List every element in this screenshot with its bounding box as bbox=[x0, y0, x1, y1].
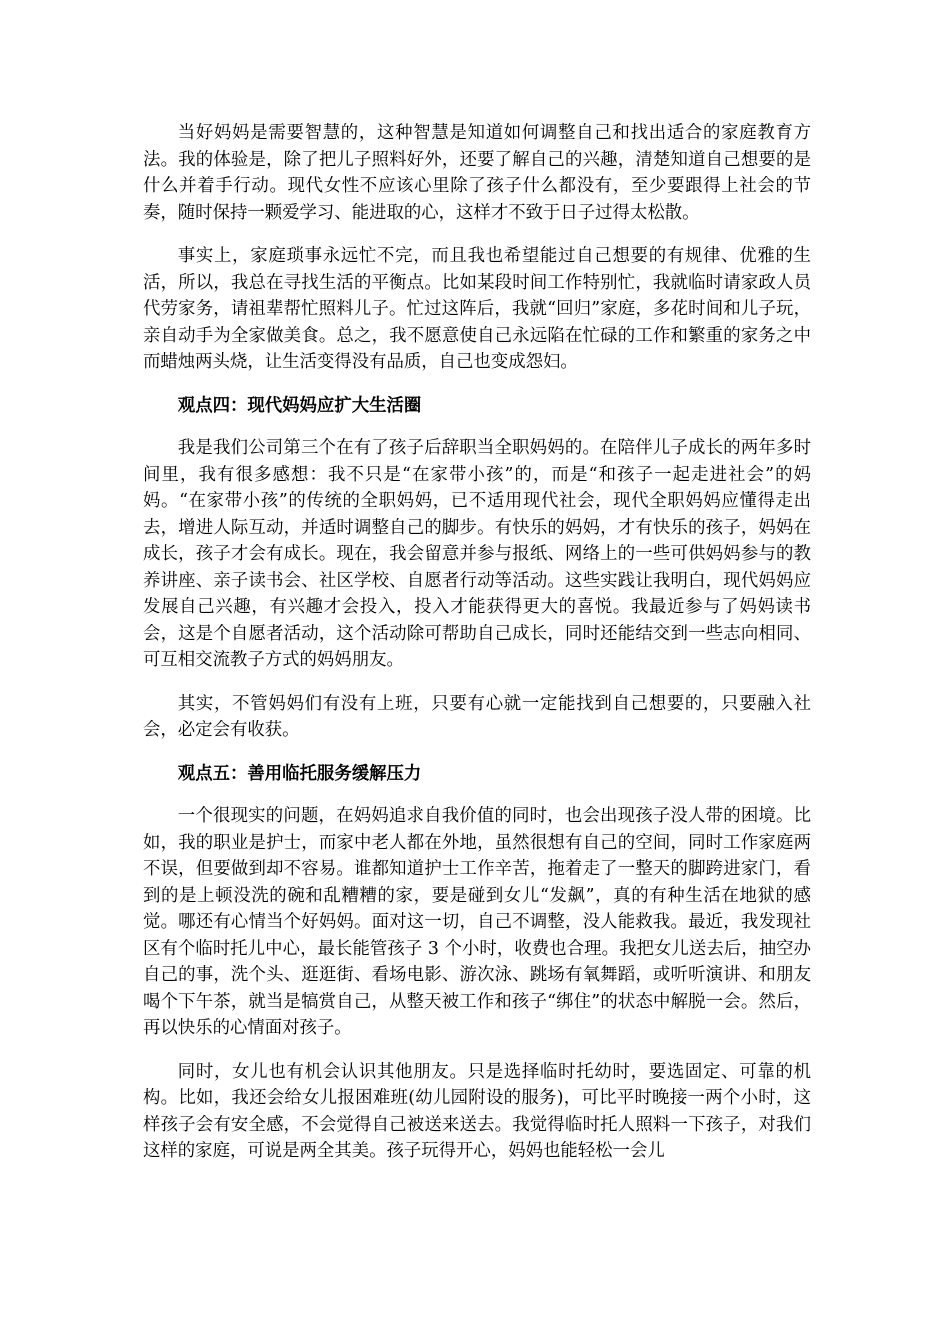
paragraph-temporary-care: 一个很现实的问题，在妈妈追求自我价值的同时，也会出现孩子没人带的困境。比如，我的职业是护士，而家中老人都在外地，虽然很想有自己的空间，同时工作家庭两不误，但要做到却不容易。谁都知道护士工作辛苦，拖着走了一整天的脚跨进家门，看到的是上顿没洗的碗和乱糟糟的家，要是碰到女儿“发飙”，真的有种生活在地狱的感觉。哪还有心情当个好妈妈。面对这一切，自己不调整，没人能救我。最近，我发现社区有个临时托儿中心，最长能管孩子 3 个小时，收费也合理。我把女儿送去后，抽空办自己的事，洗个头、逛逛街、看场电影、游次泳、跳场有氧舞蹈，或听听演讲、和朋友喝个下午茶，就当是犒赏自己，从整天被工作和孩子“绑住”的状态中解脱一会。然后，再以快乐的心情面对孩子。 bbox=[143, 806, 811, 1038]
heading-viewpoint-five: 观点五：善用临托服务缓解压力 bbox=[177, 763, 422, 784]
document-body bbox=[143, 120, 811, 1182]
paragraph-smart-mother: 当好妈妈是需要智慧的，这种智慧是知道如何调整自己和找出适合的家庭教育方法。我的体验是，除了把儿子照料好外，还要了解自己的兴趣，清楚知道自己想要的是什么并着手行动。现代女性不应该心里除了孩子什么都没有，至少要跟得上社会的节奏，随时保持一颗爱学习、能进取的心，这样才不致于日子过得太松散。 bbox=[143, 123, 811, 223]
heading-viewpoint-four: 观点四：现代妈妈应扩大生活圈 bbox=[177, 395, 422, 416]
paragraph-join-society: 其实，不管妈妈们有没有上班，只要有心就一定能找到自己想要的，只要融入社会，必定会有收获。 bbox=[143, 693, 811, 740]
paragraph-life-balance: 事实上，家庭琐事永远忙不完，而且我也希望能过自己想要的有规律、优雅的生活，所以，我总在寻找生活的平衡点。比如某段时间工作特别忙，我就临时请家政人员代劳家务，请祖辈帮忙照料儿子。忙过这阵后，我就“回归”家庭，多花时间和儿子玩，亲自动手为全家做美食。总之，我不愿意使自己永远陷在忙碌的工作和繁重的家务之中而蜡烛两头烧，让生活变得没有品质，自己也变成怨妇。 bbox=[143, 246, 811, 372]
paragraph-daughter-friends: 同时，女儿也有机会认识其他朋友。只是选择临时托幼时，要选固定、可靠的机构。比如，我还会给女儿报困难班(幼儿园附设的服务)，可比平时晚接一两个小时，这样孩子会有安全感，不会觉得自己被送来送去。我觉得临时托人照料一下孩子，对我们这样的家庭，可说是两全其美。孩子玩得开心，妈妈也能轻松一会儿 bbox=[143, 1061, 811, 1161]
paragraph-full-time-mother: 我是我们公司第三个在有了孩子后辞职当全职妈妈的。在陪伴儿子成长的两年多时间里，我有很多感想：我不只是“在家带小孩”的，而是“和孩子一起走进社会”的妈妈。“在家带小孩”的传统的全职妈妈，已不适用现代社会，现代全职妈妈应懂得走出去，增进人际互动，并适时调整自己的脚步。有快乐的妈妈，才有快乐的孩子，妈妈在成长，孩子才会有成长。现在，我会留意并参与报纸、网络上的一些可供妈妈参与的教养讲座、亲子读书会、社区学校、自愿者行动等活动。这些实践让我明白，现代妈妈应发展自己兴趣，有兴趣才会投入，投入才能获得更大的喜悦。我最近参与了妈妈读书会，这是个自愿者活动，这个活动除可帮助自己成长，同时还能结交到一些志向相同、可互相交流教子方式的妈妈朋友。 bbox=[143, 438, 811, 670]
